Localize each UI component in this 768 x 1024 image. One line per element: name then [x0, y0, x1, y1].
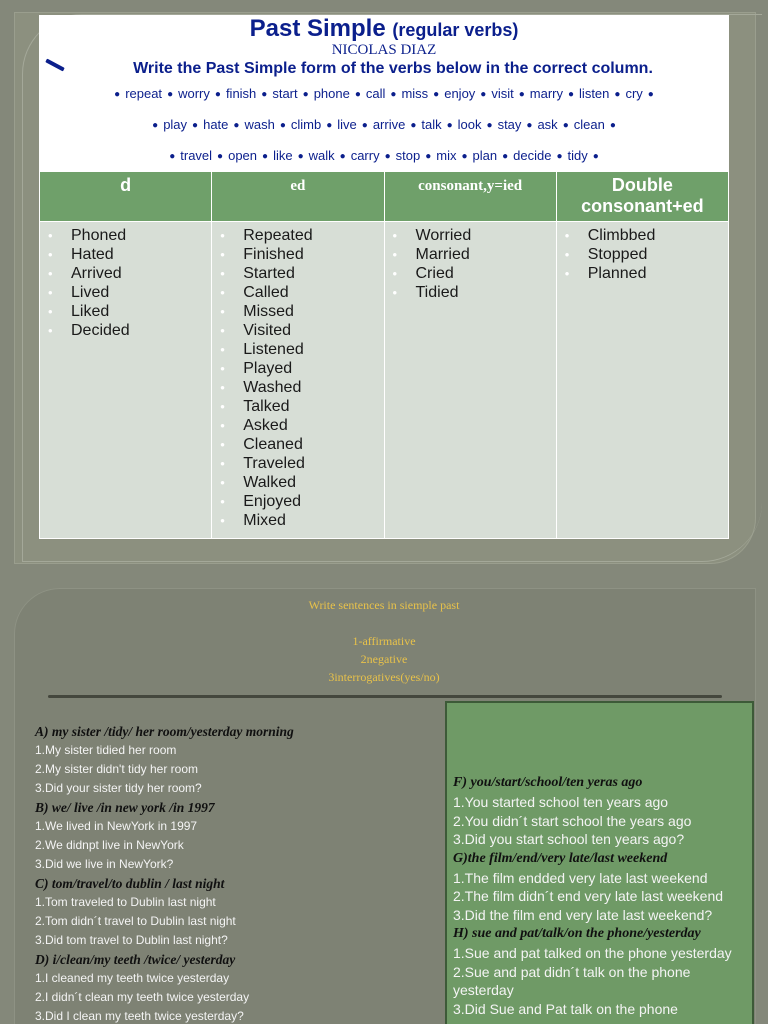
bullet-icon: ●: [384, 151, 391, 162]
bullet-icon: ●: [502, 151, 509, 162]
verb-item: talk: [421, 117, 442, 132]
column-d: [40, 222, 212, 539]
list-item: • Lived: [46, 283, 211, 302]
list-item: • Tidied: [391, 283, 556, 302]
list-item: • Called: [218, 283, 383, 302]
exercise-answer: 2.My sister didn't tidy her room: [35, 762, 199, 776]
sentences-heading: Write sentences in siemple past 1-affirmative 2negative 3interrogatives(yes/no): [308, 598, 460, 684]
bullet-icon: ●: [433, 89, 440, 100]
word-list: [391, 226, 556, 302]
bullet-icon: ●: [114, 89, 121, 100]
column-header-ed: ed: [212, 172, 384, 222]
list-item: • Listened: [218, 340, 383, 359]
verb-item: call: [365, 86, 386, 101]
exercise-prompt: A) my sister /tidy/ her room/yesterday morning: [35, 724, 294, 739]
bullet-icon: ●: [279, 120, 286, 131]
verb-item: carry: [350, 148, 380, 163]
list-item: • Cried: [391, 264, 556, 283]
author-name: NICOLAS DIAZ: [331, 42, 437, 58]
exercise-answer: 2.We didnpt live in NewYork: [35, 838, 184, 852]
list-item: • Phoned: [46, 226, 211, 245]
column-double: [556, 222, 728, 539]
bullet-icon: ●: [425, 151, 432, 162]
list-item: • Traveled: [218, 454, 383, 473]
exercises-left: [35, 722, 435, 1024]
verb-columns-table: [39, 171, 729, 539]
word-list: [218, 226, 383, 530]
verb-item: plan: [472, 148, 498, 163]
exercise-answer: 2.Sue and pat didn´t talk on the phone yesterday: [453, 963, 691, 998]
exercise-answer: 1.Tom traveled to Dublin last night: [35, 895, 216, 909]
verb-item: open: [228, 148, 258, 163]
list-item: • Enjoyed: [218, 492, 383, 511]
exercise-answer: 1.The film endded very late last weekend: [453, 869, 708, 886]
verb-item: enjoy: [444, 86, 476, 101]
verb-item: look: [457, 117, 482, 132]
list-item: • Arrived: [46, 264, 211, 283]
exercise-answer: 3.Did your sister tidy her room?: [35, 781, 202, 795]
list-item: • Worried: [391, 226, 556, 245]
word-list: [563, 226, 728, 283]
exercise-answer: 3.Did Sue and Pat talk on the phone: [453, 1000, 678, 1017]
exercise-answer: 3.Did we live in NewYork?: [35, 857, 174, 871]
exercise-answer: 3.Did you start school ten years ago?: [453, 831, 685, 847]
exercise-answer: 3.Did the film end very late last weekend?: [453, 906, 713, 923]
bullet-icon: ●: [562, 120, 569, 131]
bullet-icon: ●: [614, 89, 621, 100]
bullet-icon: ●: [233, 120, 240, 131]
verb-item: listen: [579, 86, 610, 101]
list-item: • Walked: [218, 473, 383, 492]
list-item: • Washed: [218, 378, 383, 397]
bullet-icon: ●: [261, 89, 268, 100]
verb-item: wash: [244, 117, 275, 132]
list-item: • Talked: [218, 397, 383, 416]
bullet-icon: ●: [354, 89, 361, 100]
bullet-icon: ●: [326, 120, 333, 131]
exercise-prompt: F) you/start/school/ten yeras ago: [453, 775, 643, 790]
exercise-answer: 2.Tom didn´t travel to Dublin last night: [35, 914, 236, 928]
list-item: • Hated: [46, 245, 211, 264]
verb-item: mix: [436, 148, 457, 163]
list-item: • Decided: [46, 321, 211, 340]
bullet-icon: ●: [214, 89, 221, 100]
list-item: • Planned: [563, 264, 728, 283]
exercise-answer: 2.The film didn´t end very late last weekend: [453, 888, 724, 904]
bullet-icon: ●: [297, 151, 304, 162]
exercise-prompt: D) i/clean/my teeth /twice/ yesterday: [35, 952, 236, 967]
list-item: • Visited: [218, 321, 383, 340]
exercise-answer: 1.We lived in NewYork in 1997: [35, 819, 198, 833]
bullet-icon: ●: [518, 89, 525, 100]
verb-item: visit: [491, 86, 514, 101]
column-ed: [212, 222, 384, 539]
list-item: • Played: [218, 359, 383, 378]
verb-item: like: [273, 148, 293, 163]
verb-item: play: [163, 117, 188, 132]
exercise-answer: 3.Did tom travel to Dublin last night?: [35, 933, 228, 947]
verb-item: clean: [573, 117, 605, 132]
instruction: Write the Past Simple form of the verbs below in the correct column.: [39, 59, 729, 79]
exercise-prompt: G)the film/end/very late/last weekend: [453, 850, 668, 866]
verb-item: ask: [537, 117, 558, 132]
list-item: • Asked: [218, 416, 383, 435]
page-title: Past Simple (regular verbs): [249, 15, 519, 42]
bullet-icon: ●: [461, 151, 468, 162]
verb-item: miss: [401, 86, 429, 101]
list-item: • Stopped: [563, 245, 728, 264]
bullet-icon: ●: [480, 89, 487, 100]
exercise-prompt: H) sue and pat/talk/on the phone/yesterday: [453, 926, 701, 941]
bullet-icon: ●: [556, 151, 563, 162]
verb-row: [43, 110, 725, 141]
worksheet-header: [39, 15, 729, 171]
verb-item: cry: [625, 86, 643, 101]
verb-item: stop: [395, 148, 421, 163]
list-item: • Finished: [218, 245, 383, 264]
bullet-icon: ●: [526, 120, 533, 131]
bullet-icon: ●: [647, 89, 654, 100]
exercise-prompt: B) we/ live /in new york /in 1997: [35, 800, 215, 815]
list-item: • Liked: [46, 302, 211, 321]
bullet-icon: ●: [167, 89, 174, 100]
verb-list: [39, 79, 729, 172]
bullet-icon: ●: [192, 120, 199, 131]
verb-item: walk: [308, 148, 335, 163]
verb-item: finish: [225, 86, 257, 101]
exercise-answer: 1.My sister tidied her room: [35, 743, 177, 757]
exercise-answer: 1.Sue and pat talked on the phone yesterday: [453, 945, 732, 961]
verb-item: arrive: [372, 117, 406, 132]
list-item: • Married: [391, 245, 556, 264]
list-item: • Missed: [218, 302, 383, 321]
bullet-icon: ●: [169, 151, 176, 162]
list-item: • Started: [218, 264, 383, 283]
column-ied: [384, 222, 556, 539]
bullet-icon: ●: [152, 120, 159, 131]
exercise-answer: 2.I didn´t clean my teeth twice yesterday: [35, 990, 250, 1004]
verb-item: worry: [178, 86, 210, 101]
column-header-d: d: [40, 172, 212, 222]
divider: [48, 695, 722, 698]
verb-item: hate: [203, 117, 229, 132]
list-item: • Cleaned: [218, 435, 383, 454]
word-list: [46, 226, 211, 340]
exercise-answer: 2.You didn´t start school the years ago: [453, 812, 692, 829]
bullet-icon: ●: [486, 120, 493, 131]
column-header-ied: consonant,y=ied: [384, 172, 556, 222]
exercise-answer: 3.Did I clean my teeth twice yesterday?: [35, 1009, 244, 1023]
bullet-icon: ●: [217, 151, 224, 162]
bullet-icon: ●: [568, 89, 575, 100]
pencil-icon: [45, 59, 65, 72]
bullet-icon: ●: [410, 120, 417, 131]
verb-item: tidy: [567, 148, 588, 163]
verb-row: [43, 79, 725, 110]
verb-item: travel: [180, 148, 213, 163]
bullet-icon: ●: [446, 120, 453, 131]
bullet-icon: ●: [302, 89, 309, 100]
exercise-prompt: C) tom/travel/to dublin / last night: [35, 876, 225, 891]
verb-item: marry: [529, 86, 563, 101]
bullet-icon: ●: [609, 120, 616, 131]
bullet-icon: ●: [361, 120, 368, 131]
verb-item: climb: [290, 117, 322, 132]
verb-item: phone: [313, 86, 350, 101]
exercise-answer: 1.You started school ten years ago: [453, 794, 669, 810]
verb-row: [43, 141, 725, 172]
list-item: • Repeated: [218, 226, 383, 245]
bullet-icon: ●: [339, 151, 346, 162]
list-item: • Mixed: [218, 511, 383, 530]
verb-item: stay: [497, 117, 522, 132]
verb-item: live: [337, 117, 357, 132]
verb-item: repeat: [125, 86, 163, 101]
verb-item: start: [272, 86, 298, 101]
bullet-icon: ●: [592, 151, 599, 162]
verb-item: decide: [513, 148, 552, 163]
bullet-icon: ●: [262, 151, 269, 162]
bullet-icon: ●: [390, 89, 397, 100]
exercises-right: [453, 773, 749, 1018]
exercise-answer: 1.I cleaned my teeth twice yesterday: [35, 971, 230, 985]
column-header-double: Double consonant+ed: [556, 172, 728, 222]
list-item: • Climbbed: [563, 226, 728, 245]
